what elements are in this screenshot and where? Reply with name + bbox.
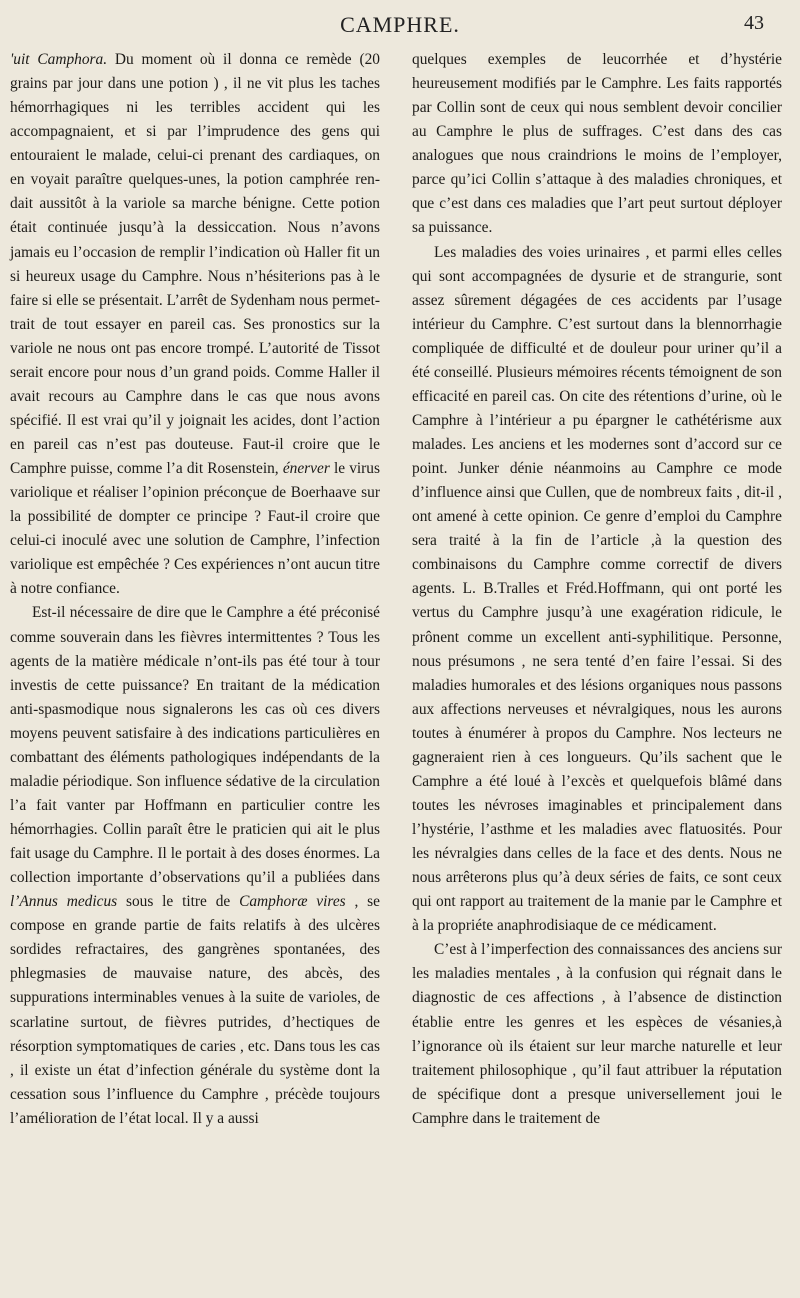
paragraph: C’est à l’imperfection des connaissances des anciens sur les maladies mentales , à la confusion qui régnait dans le diagnostic de ces affections , à l’absence de distinction établie entre les genres et les espèces de vésanies,à l’ignorance où ils étaient sur leur marche naturelle et leur traitement philosophique , qu’il faut attribuer la réputation de spécifique dont a presque universellement joui le Camphre dans le traitement de <box>412 941 782 1127</box>
paragraph-text: , se compose en grande partie de faits relatifs à des ulcères sordides refractaires, des gangrènes spontanées, des phlegmasies de mauvaise nature, des abcès, des suppurations interminables venues à la suite de varioles, de scarlatine surtout, de fièvres putrides, d’hectiques de résorption symptomatiques de caries , etc. Dans tous les cas , il existe un état d’infection générale du système dont la cessation sous l’influence du Camphre , précède toujours l’amélioration de l’état local. Il y a aussi <box>10 893 380 1127</box>
running-head <box>0 0 800 44</box>
paragraph: Les maladies des voies urinaires , et parmi elles celles qui sont accompagnées de dysurie et de strangurie, sont assez sûrement dégagées de ces accidents par l’usage intérieur du Camphre. C’est surtout dans la blennorrhagie compliquée de difficulté et de douleur pour uriner qu’il a été conseillé. Plusieurs mémoires récents témoignent de son efficacité en pareil cas. On cite des rétentions d’urine, où le Camphre à l’intérieur a pu épargner le cathétérisme aux malades. Les anciens et les modernes sont d’accord sur ce point. Junker dénie néanmoins au Camphre ce mode d’influence ainsi que Cullen, que de nombreux faits , dit-il , ont amené à cette opinion. Ce genre d’emploi du Camphre sera traité à la fin de l’article ,à la question des combinaisons du Camphre comme correctif de divers agents. L. B.Tralles et Fréd.Hoffmann, qui ont porté les vertus du Camphre jusqu’à une exagération ridicule, le prônent comme un excellent anti-syphilitique. Personne, nous présumons , ne sera tenté d’en faire l’essai. Si des maladies humorales et des lésions organiques nous passons aux affections nerveuses et névralgiques, nous les aurons toutes à énumérer à propos du Camphre. Nos lecteurs ne gagneraient rien à ces longueurs. Qu’ils sachent que le Camphre a été loué à l’excès et quelquefois blâmé dans toutes les névroses imaginables et principalement dans l’hystérie, l’asthme et les maladies avec flatuosités. Pour les névralgies dans celles de la face et des dents. Nous ne nous arrêterons plus qu’à deux séries de faits, ce sont ceux qui ont rapport au traitement de la manie par le Camphre et à la propriéte anaphrodisiaque de ce médicament. <box>412 243 782 935</box>
paragraph <box>10 48 380 601</box>
paragraph-text: Du moment où il donna ce remède (20 grains par jour dans une potion ) , il ne vit plus les taches hémorrhagiques ni les terribles accident qui les accompagnaient, et si par l’imprudence des gens qui entouraient le malade, celui-ci prenant des cardiaques, on en voyait paraître quelques-unes, la potion camphrée rendait aussitôt à la variole sa marche bénigne. Cette potion était continuée jusqu’à la dessiccation. Nous n’avons jamais eu l’occasion de remplir l’indication où Haller fit un si heureux usage du Camphre. Nous n’hésiterions pas à le faire si elle se présentait. L’arrêt de Sydenham nous permettrait de tout essayer en pareil cas. Ses pronostics sur la variole ne nous ont pas encore trompé. L’autorité de Tissot serait encore pour nous d’un grand poids. Comme Haller il avait recours au Camphre dans le cas que nous avons spécifié. Il est vrai qu’il y joignait les acides, dont l’action en pareil cas n’est pas douteuse. Faut-il croire que le Camphre puisse, comme l’a dit Rosenstein, <box>10 51 380 478</box>
left-column <box>10 48 380 1131</box>
paragraph-text: sous le titre de <box>117 893 231 911</box>
right-column <box>412 48 782 1131</box>
paragraph-text: Est-il nécessaire de dire que le Camphre a été préconisé comme souverain dans les fièvres intermittentes ? Tous les agents de la matière médicale n’ont-ils pas été tour à tour investis de cette puissance? En traitant de la médication anti-spasmodique nous signalerons les cas où ces divers moyens peuvent satisfaire à des indications particulières en combattant des éléments pathologiques indépendants de la maladie périodique. Son influence sédative de la circulation l’a fait vanter par Hoffmann en particulier contre les hémorrhagies. Collin paraît être le praticien qui ait le plus fait usage du Camphre. Il le portait à des doses énormes. La collection importante d’observations qu’il a publiées dans <box>10 604 380 887</box>
paragraph <box>10 601 380 1130</box>
italic-title: Camphoræ vires <box>239 893 346 911</box>
page-number: 43 <box>744 12 764 34</box>
run-in-italic: 'uit Camphora. <box>10 51 108 68</box>
paragraph-text: le virus variolique et réaliser l’opinion préconçue de Boerhaave sur la possibilité de dompter ce principe ? Faut-il croire que celui-ci inoculé avec une solution de Camphre, l’infection variolique est empêchée ? Ces expériences n’ont aucun titre à notre confiance. <box>10 460 380 598</box>
italic-title: l’Annus medicus <box>10 893 118 911</box>
italic-term: énerver <box>282 460 330 478</box>
running-title: CAMPHRE. <box>340 12 460 37</box>
paragraph: quelques exemples de leucorrhée et d’hystérie heureusement modifiés par le Camphre. Les faits rapportés par Collin sont de ceux qui nous semblent devoir concilier au Camphre le plus de suffrages. C’est dans des cas analogues que nous craindrions le moins de l’employer, parce qu’ici Collin s’attaque à des maladies chroniques, et que c’est dans ces maladies que l’art peut surtout déployer sa puissance. <box>412 51 782 237</box>
